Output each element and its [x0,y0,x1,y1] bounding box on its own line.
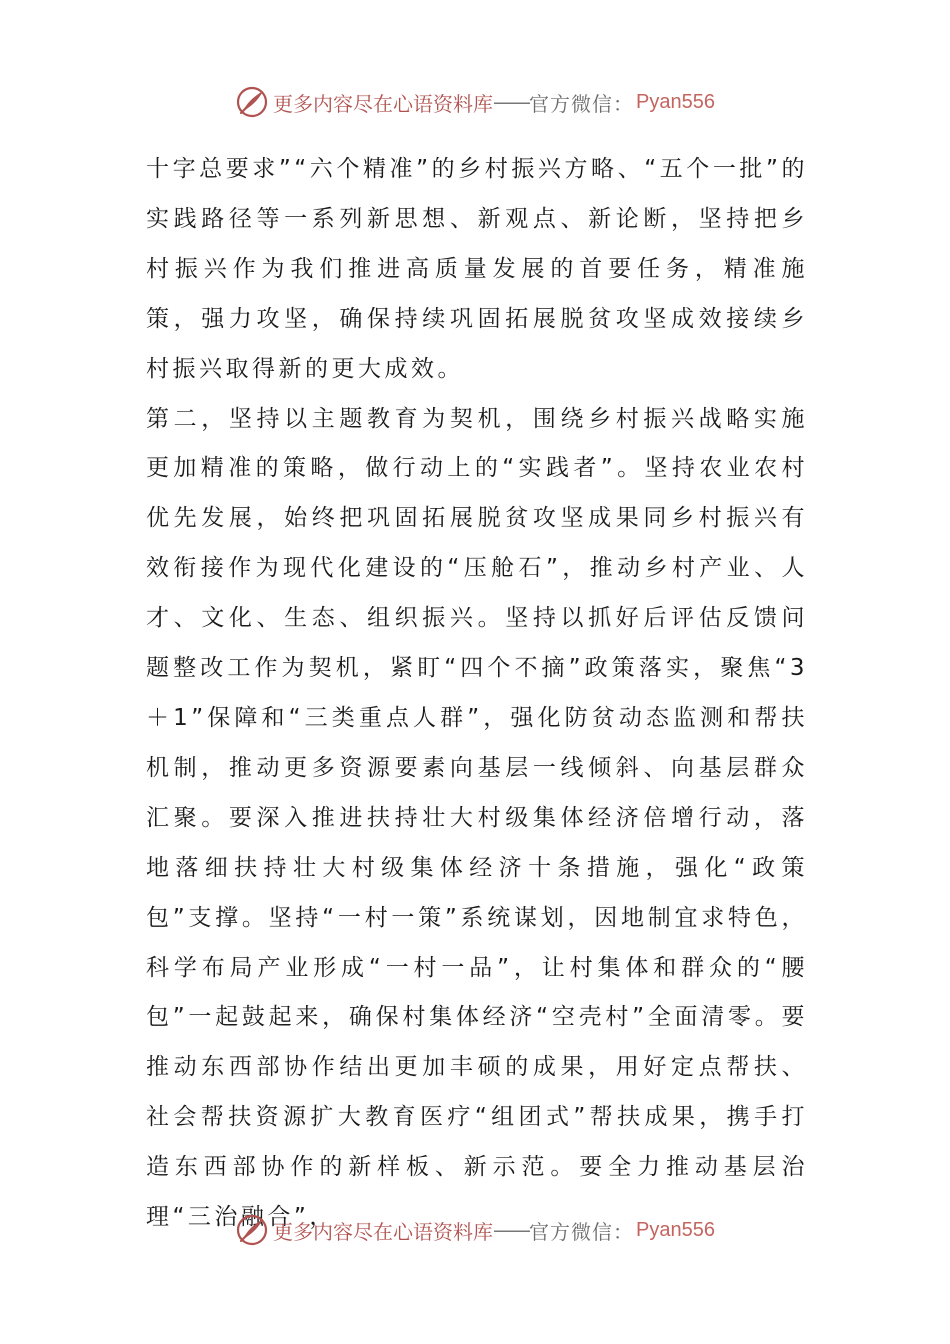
header-dash: —— [493,90,530,114]
header-site-text: 更多内容尽在心语资料库 [273,91,494,116]
document-body [146,145,808,1243]
header-wechat-label: 官方微信： [529,91,635,116]
header-banner-text [273,88,715,117]
footer-banner [0,1210,950,1250]
header-banner [0,82,950,122]
footer-wechat-id: Pyan556 [636,1218,715,1241]
footer-wechat-label: 官方微信： [529,1219,635,1244]
footer-site-text: 更多内容尽在心语资料库 [273,1219,494,1244]
footer-dash: —— [493,1218,530,1242]
header-wechat-id: Pyan556 [636,90,715,113]
paragraph: 十字总要求”“六个精准”的乡村振兴方略、“五个一批”的实践路径等一系列新思想、新观点、新论断，坚持把乡村振兴作为我们推进高质量发展的首要任务，精准施策，强力攻坚，确保持续巩固拓展脱贫攻坚成效接续乡村振兴取得新的更大成效。 [146,156,808,382]
quill-logo-icon [235,85,269,119]
paragraph: 第二，坚持以主题教育为契机，围绕乡村振兴战略实施更加精准的策略，做行动上的“实践者”。坚持农业农村优先发展，始终把巩固拓展脱贫攻坚成果同乡村振兴有效衔接作为现代化建设的“压舱石”，推动乡村产业、人才、文化、生态、组织振兴。坚持以抓好后评估反馈问题整改工作为契机，紧盯“四个不摘”政策落实，聚焦“3＋1”保障和“三类重点人群”，强化防贫动态监测和帮扶机制，推动更多资源要素向基层一线倾斜、向基层群众汇聚。要深入推进扶持壮大村级集体经济倍增行动，落地落细扶持壮大村级集体经济十条措施，强化“政策包”支撑。坚持“一村一策”系统谋划，因地制宜求特色，科学布局产业形成“一村一品”，让村集体和群众的“腰包”一起鼓起来，确保村集体经济“空壳村”全面清零。要推动东西部协作结出更加丰硕的成果，用好定点帮扶、社会帮扶资源扩大教育医疗“组团式”帮扶成果，携手打造东西部协作的新样板、新示范。要全力推动基层治理“三治融合”， [146,405,808,1231]
footer-banner-text [273,1216,715,1245]
quill-logo-icon [235,1213,269,1247]
